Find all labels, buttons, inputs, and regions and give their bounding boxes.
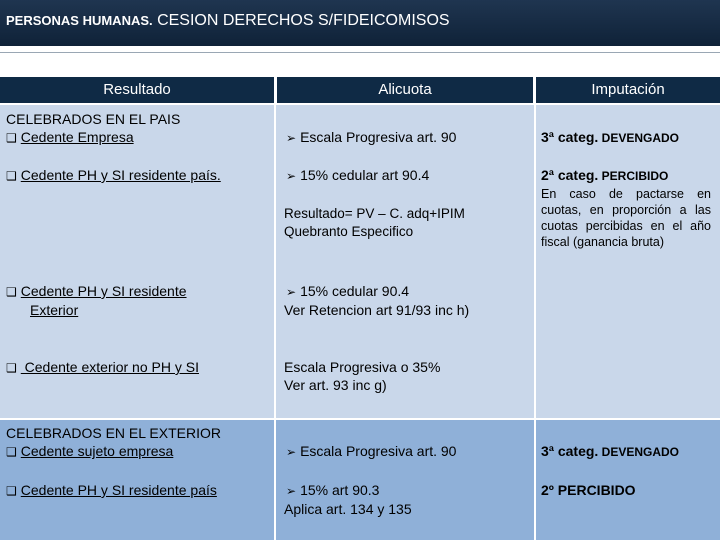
header-alicuota: Alicuota bbox=[277, 77, 533, 103]
table-row: ❑ Cedente PH y SI residente Exterior bbox=[6, 283, 187, 318]
checkbox-bullet-icon: ❑ bbox=[6, 361, 17, 375]
alicuota-cell: ➢ Escala Progresiva art. 90 bbox=[286, 443, 457, 459]
resultado-cell: Cedente PH y SI residente país bbox=[20, 482, 217, 498]
alicuota-cell: ➢ 15% cedular art 90.4 bbox=[286, 167, 430, 183]
imputacion-cell: 2ª categ. PERCIBIDO bbox=[541, 167, 669, 183]
formula-text: Resultado= PV – C. adq+IPIM Quebranto Especifico bbox=[284, 206, 465, 239]
alicuota-cell: ➢ 15% art 90.3 Aplica art. 134 y 135 bbox=[284, 482, 412, 517]
imputacion-cell: 3ª categ. DEVENGADO bbox=[541, 443, 680, 459]
checkbox-bullet-icon: ❑ bbox=[6, 484, 17, 498]
imputacion-note: En caso de pactarse en cuotas, en proporción a las cuotas percibidas en el año fiscal (ganancia bruta) bbox=[541, 187, 711, 249]
imputacion-cell: 3ª categ. DEVENGADO bbox=[541, 129, 680, 145]
checkbox-bullet-icon: ❑ bbox=[6, 285, 17, 299]
alicuota-cell: Escala Progresiva o 35% Ver art. 93 inc g) bbox=[284, 359, 441, 393]
arrow-bullet-icon: ➢ bbox=[286, 445, 297, 459]
title-part-1: PERSONAS HUMANAS. bbox=[6, 13, 153, 28]
table-row bbox=[6, 128, 134, 147]
page-title bbox=[6, 12, 450, 30]
column-divider bbox=[274, 105, 276, 540]
row-divider bbox=[0, 418, 720, 420]
alicuota-cell: ➢ Escala Progresiva art. 90 bbox=[286, 129, 457, 145]
header-resultado: Resultado bbox=[0, 77, 274, 103]
resultado-cell: Cedente sujeto empresa bbox=[20, 443, 174, 459]
arrow-bullet-icon: ➢ bbox=[286, 131, 297, 145]
header-imputacion: Imputación bbox=[536, 77, 720, 103]
imputacion-cell: 2º PERCIBIDO bbox=[541, 482, 636, 498]
column-divider bbox=[534, 105, 536, 540]
table-row bbox=[6, 166, 221, 185]
resultado-cell: Cedente PH y SI residente bbox=[20, 283, 187, 299]
resultado-cell: Cedente exterior no PH y SI bbox=[20, 359, 199, 375]
table-row bbox=[6, 358, 199, 377]
section-label-exterior: CELEBRADOS EN EL EXTERIOR bbox=[6, 425, 221, 441]
arrow-bullet-icon: ➢ bbox=[286, 484, 297, 498]
alicuota-cell: ➢ 15% cedular 90.4 Ver Retencion art 91/93 inc h) bbox=[284, 283, 470, 318]
checkbox-bullet-icon: ❑ bbox=[6, 131, 17, 145]
table-row bbox=[6, 481, 217, 500]
resultado-cell: Cedente Empresa bbox=[20, 129, 134, 145]
table-row bbox=[6, 442, 173, 461]
section-label-pais: CELEBRADOS EN EL PAIS bbox=[6, 111, 181, 127]
title-bar bbox=[0, 0, 720, 46]
resultado-cell: Cedente PH y SI residente país. bbox=[20, 167, 221, 183]
arrow-bullet-icon: ➢ bbox=[286, 285, 297, 299]
divider bbox=[0, 52, 720, 53]
title-part-2: CESION DERECHOS S/FIDEICOMISOS bbox=[152, 12, 450, 29]
checkbox-bullet-icon: ❑ bbox=[6, 169, 17, 183]
checkbox-bullet-icon: ❑ bbox=[6, 445, 17, 459]
arrow-bullet-icon: ➢ bbox=[286, 169, 297, 183]
